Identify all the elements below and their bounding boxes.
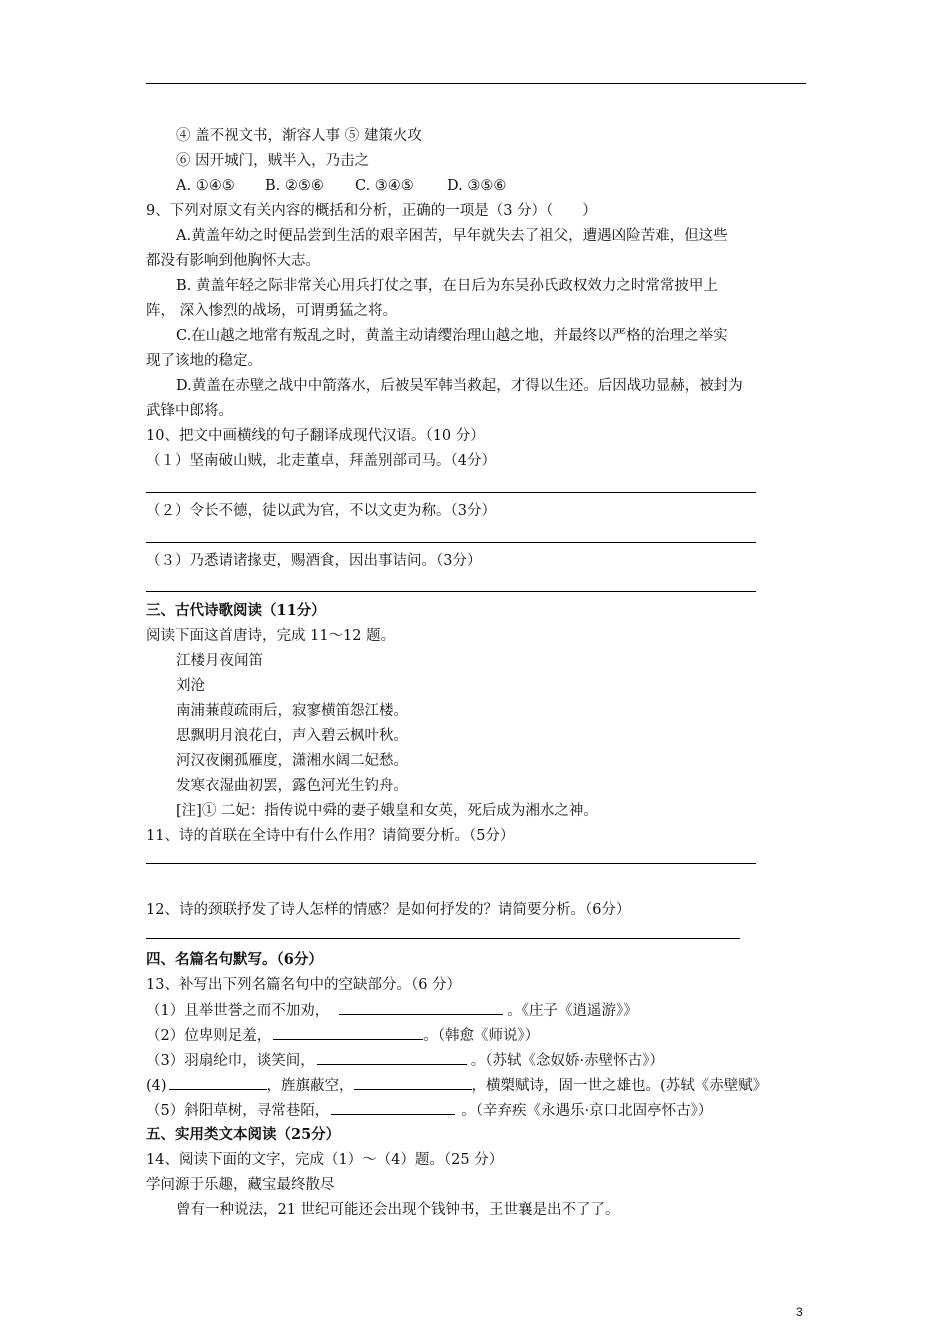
q13-stem: 13、补写出下列名篇名句中的空缺部分。（6 分） [146,977,462,993]
q13-item-4-label: (4) [146,1078,167,1094]
q13-item-5-source: 。（辛弃疾《永遇乐·京口北固亭怀古》） [461,1103,713,1119]
q11-answer-line[interactable] [146,863,756,864]
q13-item-2-source: 。（韩愈《师说》） [423,1028,540,1044]
q13-item-2 [146,1025,539,1046]
poem-note: [注]① 二妃：指传说中舜的妻子娥皇和女英，死后成为湘水之神。 [176,803,598,819]
section-3-intro: 阅读下面这首唐诗，完成 11～12 题。 [146,628,396,644]
q13-item-1-blank[interactable] [339,1000,503,1015]
q10-sentence-1: （１）坚南破山贼，北走董卓，拜盖别部司马。（4分） [146,453,496,469]
q9-option-a-line1: A.黄盖年幼之时便品尝到生活的艰辛困苦，早年就失去了祖父，遭遇凶险苦难，但这些 [176,228,728,244]
poem-line-2: 思飘明月浪花白，声入碧云枫叶秋。 [176,728,408,744]
q13-item-1 [146,1000,638,1021]
q13-item-4-blank-1[interactable] [169,1075,267,1090]
q13-item-4-blank-2[interactable] [354,1075,472,1090]
q8-line2: ⑥ 因开城门，贼半入，乃击之 [176,153,370,169]
article-title: 学问源于乐趣，藏宝最终散尽 [146,1177,335,1193]
q13-item-1-source: 。《庄子《逍遥游》》 [507,1003,638,1019]
q13-item-3-blank[interactable] [317,1050,467,1065]
poem-line-3: 河汉夜阑孤雁度，潇湘水阔二妃愁。 [176,753,408,769]
poem-title: 江楼月夜闻笛 [176,653,263,669]
section-5-heading: 五、实用类文本阅读（25分） [146,1126,341,1143]
section-4-heading: 四、名篇名句默写。（6分） [146,951,323,968]
q13-item-5-blank[interactable] [331,1100,455,1115]
q10-stem: 10、把文中画横线的句子翻译成现代汉语。（10 分） [146,428,485,444]
header-rule [146,83,806,84]
q13-item-1-text: （1）且举世誉之而不加劝， [146,1003,330,1019]
q11-stem: 11、诗的首联在全诗中有什么作用？请简要分析。（5分） [146,828,515,844]
q13-item-4 [146,1075,767,1096]
q10-answer-line-3[interactable] [146,591,756,592]
q8-options [176,176,506,196]
poem-line-1: 南浦蒹葭疏雨后，寂寥横笛怨江楼。 [176,703,408,719]
q9-option-b-line2: 阵， 深入惨烈的战场，可谓勇猛之将。 [146,303,398,319]
article-paragraph-1: 曾有一种说法，21 世纪可能还会出现个钱钟书，王世襄是出不了了。 [176,1202,620,1218]
q13-item-4-text: ，旌旗蔽空， [266,1078,354,1094]
q10-answer-line-2[interactable] [146,542,756,543]
poem-author: 刘沧 [176,678,205,694]
page-number: 3 [796,1305,803,1319]
q10-answer-line-1[interactable] [146,492,756,493]
q10-sentence-3: （３）乃悉请诸掾吏，赐酒食，因出事诘问。（3分） [146,553,482,569]
q9-option-d-line2: 武锋中郎将。 [146,403,233,419]
q9-option-a-line2: 都没有影响到他胸怀大志。 [146,253,320,269]
q12-answer-line[interactable] [146,938,740,939]
q8-option-b[interactable]: B. ②⑤⑥ [265,178,324,194]
q14-stem: 14、阅读下面的文字，完成（1）～（4）题。（25 分） [146,1152,504,1168]
q9-stem: 9、下列对原文有关内容的概括和分析，正确的一项是（3 分）（ ） [146,203,597,219]
section-3-heading: 三、古代诗歌阅读（11分） [146,602,326,619]
q8-option-a[interactable]: A. ①④⑤ [176,178,235,194]
q13-item-4-source: ，横槊赋诗，固一世之雄也。(苏轼《赤壁赋》 [471,1078,768,1094]
q8-option-d[interactable]: D. ③⑤⑥ [447,178,507,194]
q10-sentence-2: （２）令长不德，徒以武为官，不以文吏为称。（3分） [146,503,496,519]
q13-item-5 [146,1100,712,1121]
q9-option-b-line1: B. 黄盖年轻之际非常关心用兵打仗之事，在日后为东吴孙氏政权效力之时常常披甲上 [176,278,718,294]
q13-item-2-blank[interactable] [273,1025,423,1040]
q9-option-c-line2: 现了该地的稳定。 [146,353,262,369]
q13-item-2-text: （2）位卑则足羞， [146,1028,272,1044]
q9-option-d-line1: D.黄盖在赤壁之战中中箭落水，后被吴军韩当救起，才得以生还。后因战功显赫，被封为 [176,378,743,394]
q9-option-c-line1: C.在山越之地常有叛乱之时，黄盖主动请缨治理山越之地，并最终以严格的治理之举实 [176,328,728,344]
poem-line-4: 发寒衣湿曲初罢，露色河光生钓舟。 [176,778,408,794]
q12-stem: 12、诗的颈联抒发了诗人怎样的情感？是如何抒发的？请简要分析。（6分） [146,902,631,918]
q13-item-3 [146,1050,664,1071]
q13-item-5-text: （5）斜阳草树，寻常巷陌， [146,1103,330,1119]
q13-item-3-source: 。（苏轼《念奴娇·赤壁怀古》） [470,1053,664,1069]
q8-line1: ④ 盖不视文书，渐容人事 ⑤ 建策火攻 [176,128,422,144]
q13-item-3-text: （3）羽扇纶巾，谈笑间， [146,1053,315,1069]
q8-option-c[interactable]: C. ③④⑤ [355,178,414,194]
